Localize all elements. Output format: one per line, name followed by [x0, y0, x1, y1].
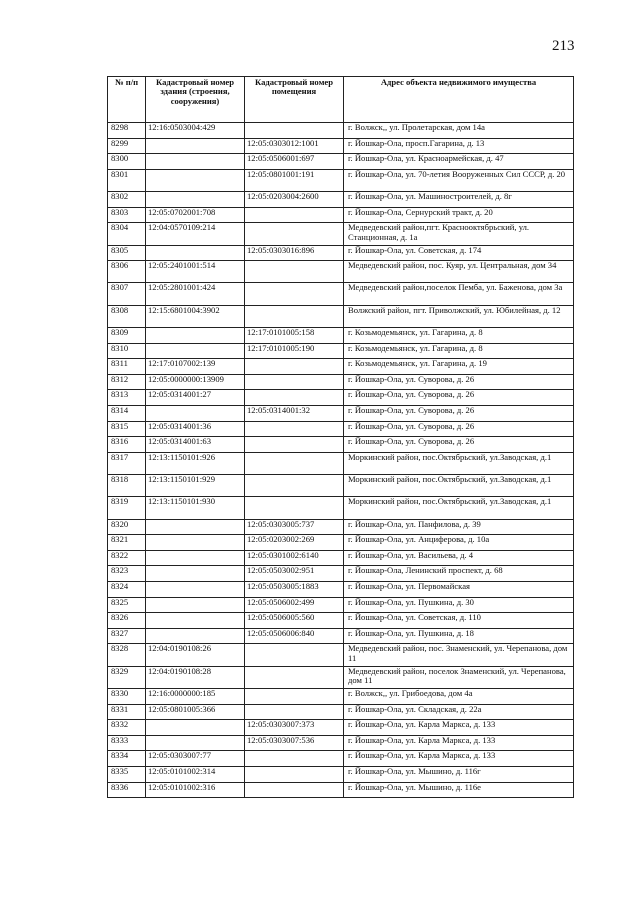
table-row — [108, 283, 574, 305]
row-number-cell: 8300 — [108, 154, 146, 170]
table-row — [108, 566, 574, 582]
table-row — [108, 689, 574, 705]
row-number-cell: 8324 — [108, 582, 146, 598]
building-cadastral-cell — [146, 550, 245, 566]
table-row — [108, 437, 574, 453]
building-cadastral-cell — [146, 720, 245, 736]
address-cell: Медведевский район,пгт. Краснооктябрьский, ул. Станционная, д. 1а — [344, 223, 574, 245]
building-cadastral-cell: 12:05:0303007:77 — [146, 751, 245, 767]
address-cell: г. Йошкар-Ола, ул. Складская, д. 22а — [344, 704, 574, 720]
premises-cadastral-cell — [245, 123, 344, 139]
premises-cadastral-cell — [245, 497, 344, 519]
row-number-cell: 8329 — [108, 666, 146, 688]
table-row — [108, 519, 574, 535]
address-cell: г. Йошкар-Ола, ул. Машиностроителей, д. 8г — [344, 192, 574, 208]
row-number-cell: 8321 — [108, 535, 146, 551]
row-number-cell: 8299 — [108, 138, 146, 154]
address-cell: г. Йошкар-Ола, Сернурский тракт, д. 20 — [344, 207, 574, 223]
table-row — [108, 192, 574, 208]
address-cell: г. Йошкар-Ола, ул. Анциферова, д. 10а — [344, 535, 574, 551]
building-cadastral-cell: 12:05:2401001:514 — [146, 261, 245, 283]
address-cell: г. Йошкар-Ола, ул. Мышино, д. 116г — [344, 767, 574, 783]
table-row — [108, 550, 574, 566]
table-row — [108, 720, 574, 736]
row-number-cell: 8315 — [108, 421, 146, 437]
building-cadastral-cell — [146, 343, 245, 359]
building-cadastral-cell — [146, 613, 245, 629]
table-row — [108, 452, 574, 474]
building-cadastral-cell — [146, 138, 245, 154]
header-building-cadastral: Кадастровый номер здания (строения, сооружения) — [146, 77, 245, 123]
premises-cadastral-cell: 12:05:0301002:6140 — [245, 550, 344, 566]
building-cadastral-cell: 12:13:1150101:926 — [146, 452, 245, 474]
address-cell: Моркинский район, пос.Октябрьский, ул.Заводская, д.1 — [344, 452, 574, 474]
premises-cadastral-cell: 12:17:0101005:158 — [245, 328, 344, 344]
row-number-cell: 8312 — [108, 374, 146, 390]
building-cadastral-cell: 12:15:6801004:3902 — [146, 305, 245, 327]
building-cadastral-cell: 12:13:1150101:929 — [146, 475, 245, 497]
building-cadastral-cell: 12:05:0000000:13909 — [146, 374, 245, 390]
premises-cadastral-cell: 12:05:0503002:951 — [245, 566, 344, 582]
address-cell: г. Йошкар-Ола, ул. Красноармейская, д. 47 — [344, 154, 574, 170]
address-cell: Медведевский район, пос. Знаменский, ул. Черепанова, дом 11 — [344, 644, 574, 666]
premises-cadastral-cell — [245, 283, 344, 305]
table-row — [108, 704, 574, 720]
premises-cadastral-cell: 12:05:0506006:840 — [245, 628, 344, 644]
address-cell: Медведевский район, поселок Знаменский, ул. Черепанова, дом 11 — [344, 666, 574, 688]
address-cell: г. Волжск,, ул. Пролетарская, дом 14а — [344, 123, 574, 139]
building-cadastral-cell — [146, 535, 245, 551]
row-number-cell: 8333 — [108, 735, 146, 751]
address-cell: Волжский район, пгт. Приволжский, ул. Юбилейная, д. 12 — [344, 305, 574, 327]
address-cell: г. Йошкар-Ола, ул. Суворова, д. 26 — [344, 374, 574, 390]
premises-cadastral-cell — [245, 437, 344, 453]
premises-cadastral-cell — [245, 207, 344, 223]
table-row — [108, 421, 574, 437]
address-cell: г. Йошкар-Ола, ул. Суворова, д. 26 — [344, 406, 574, 422]
premises-cadastral-cell: 12:05:0303012:1001 — [245, 138, 344, 154]
address-cell: г. Йошкар-Ола, ул. Советская, д. 174 — [344, 245, 574, 261]
row-number-cell: 8308 — [108, 305, 146, 327]
row-number-cell: 8311 — [108, 359, 146, 375]
table-row — [108, 751, 574, 767]
premises-cadastral-cell — [245, 421, 344, 437]
header-row — [108, 77, 574, 123]
row-number-cell: 8336 — [108, 782, 146, 798]
row-number-cell: 8301 — [108, 169, 146, 191]
row-number-cell: 8328 — [108, 644, 146, 666]
address-cell: г. Йошкар-Ола, ул. Первомайская — [344, 582, 574, 598]
table-row — [108, 374, 574, 390]
premises-cadastral-cell — [245, 767, 344, 783]
address-cell: г. Йошкар-Ола, ул. Карла Маркса, д. 133 — [344, 720, 574, 736]
table-row — [108, 154, 574, 170]
page-number: 213 — [552, 38, 575, 54]
row-number-cell: 8319 — [108, 497, 146, 519]
table-row — [108, 223, 574, 245]
building-cadastral-cell — [146, 519, 245, 535]
premises-cadastral-cell — [245, 390, 344, 406]
address-cell: г. Волжск,, ул. Грибоедова, дом 4а — [344, 689, 574, 705]
row-number-cell: 8326 — [108, 613, 146, 629]
premises-cadastral-cell: 12:05:0303007:373 — [245, 720, 344, 736]
table-row — [108, 497, 574, 519]
address-cell: г. Йошкар-Ола, ул. Пушкина, д. 18 — [344, 628, 574, 644]
row-number-cell: 8317 — [108, 452, 146, 474]
building-cadastral-cell: 12:16:0503004:429 — [146, 123, 245, 139]
premises-cadastral-cell — [245, 261, 344, 283]
row-number-cell: 8325 — [108, 597, 146, 613]
premises-cadastral-cell — [245, 223, 344, 245]
property-registry-table — [107, 76, 574, 798]
table-row — [108, 666, 574, 688]
address-cell: г. Йошкар-Ола, ул. Мышино, д. 116е — [344, 782, 574, 798]
table-row — [108, 767, 574, 783]
building-cadastral-cell: 12:05:0314001:27 — [146, 390, 245, 406]
header-premises-cadastral: Кадастровый номер помещения — [245, 77, 344, 123]
address-cell: г. Йошкар-Ола, Ленинский проспект, д. 68 — [344, 566, 574, 582]
row-number-cell: 8310 — [108, 343, 146, 359]
building-cadastral-cell — [146, 628, 245, 644]
address-cell: г. Йошкар-Ола, ул. 70-летия Вооруженных Сил СССР, д. 20 — [344, 169, 574, 191]
address-cell: г. Йошкар-Ола, ул. Карла Маркса, д. 133 — [344, 735, 574, 751]
building-cadastral-cell — [146, 582, 245, 598]
row-number-cell: 8322 — [108, 550, 146, 566]
premises-cadastral-cell: 12:17:0101005:190 — [245, 343, 344, 359]
row-number-cell: 8323 — [108, 566, 146, 582]
address-cell: г. Йошкар-Ола, ул. Пушкина, д. 30 — [344, 597, 574, 613]
building-cadastral-cell: 12:05:0101002:314 — [146, 767, 245, 783]
building-cadastral-cell: 12:17:0107002:139 — [146, 359, 245, 375]
premises-cadastral-cell: 12:05:0506002:499 — [245, 597, 344, 613]
row-number-cell: 8314 — [108, 406, 146, 422]
row-number-cell: 8307 — [108, 283, 146, 305]
premises-cadastral-cell: 12:05:0303005:737 — [245, 519, 344, 535]
building-cadastral-cell: 12:05:0801005:366 — [146, 704, 245, 720]
table-row — [108, 343, 574, 359]
table-row — [108, 535, 574, 551]
building-cadastral-cell — [146, 597, 245, 613]
table-row — [108, 406, 574, 422]
premises-cadastral-cell — [245, 374, 344, 390]
table-row — [108, 628, 574, 644]
address-cell: г. Козьмодемьянск, ул. Гагарина, д. 19 — [344, 359, 574, 375]
row-number-cell: 8318 — [108, 475, 146, 497]
building-cadastral-cell: 12:05:0314001:36 — [146, 421, 245, 437]
table-row — [108, 475, 574, 497]
row-number-cell: 8334 — [108, 751, 146, 767]
table-body — [108, 123, 574, 798]
building-cadastral-cell — [146, 328, 245, 344]
building-cadastral-cell — [146, 154, 245, 170]
premises-cadastral-cell — [245, 666, 344, 688]
premises-cadastral-cell: 12:05:0203002:269 — [245, 535, 344, 551]
table-row — [108, 123, 574, 139]
table-row — [108, 359, 574, 375]
table-row — [108, 138, 574, 154]
building-cadastral-cell — [146, 169, 245, 191]
premises-cadastral-cell: 12:05:0801001:191 — [245, 169, 344, 191]
table-row — [108, 390, 574, 406]
premises-cadastral-cell — [245, 689, 344, 705]
table-row — [108, 245, 574, 261]
premises-cadastral-cell — [245, 452, 344, 474]
address-cell: г. Козьмодемьянск, ул. Гагарина, д. 8 — [344, 328, 574, 344]
premises-cadastral-cell: 12:05:0203004:2600 — [245, 192, 344, 208]
building-cadastral-cell — [146, 566, 245, 582]
premises-cadastral-cell — [245, 644, 344, 666]
building-cadastral-cell: 12:05:0314001:63 — [146, 437, 245, 453]
row-number-cell: 8332 — [108, 720, 146, 736]
building-cadastral-cell: 12:05:0702001:708 — [146, 207, 245, 223]
premises-cadastral-cell: 12:05:0506001:697 — [245, 154, 344, 170]
address-cell: г. Йошкар-Ола, ул. Панфилова, д. 39 — [344, 519, 574, 535]
premises-cadastral-cell — [245, 751, 344, 767]
building-cadastral-cell: 12:13:1150101:930 — [146, 497, 245, 519]
row-number-cell: 8316 — [108, 437, 146, 453]
table-header — [108, 77, 574, 123]
row-number-cell: 8298 — [108, 123, 146, 139]
row-number-cell: 8304 — [108, 223, 146, 245]
premises-cadastral-cell: 12:05:0506005:560 — [245, 613, 344, 629]
row-number-cell: 8302 — [108, 192, 146, 208]
premises-cadastral-cell: 12:05:0303016:896 — [245, 245, 344, 261]
row-number-cell: 8335 — [108, 767, 146, 783]
premises-cadastral-cell — [245, 782, 344, 798]
table-row — [108, 735, 574, 751]
building-cadastral-cell: 12:04:0190108:28 — [146, 666, 245, 688]
address-cell: г. Йошкар-Ола, ул. Суворова, д. 26 — [344, 421, 574, 437]
address-cell: г. Йошкар-Ола, ул. Васильева, д. 4 — [344, 550, 574, 566]
premises-cadastral-cell: 12:05:0503005:1883 — [245, 582, 344, 598]
address-cell: Медведевский район,поселок Пемба, ул. Баженова, дом 3а — [344, 283, 574, 305]
address-cell: Моркинский район, пос.Октябрьский, ул.Заводская, д.1 — [344, 475, 574, 497]
row-number-cell: 8327 — [108, 628, 146, 644]
building-cadastral-cell — [146, 245, 245, 261]
premises-cadastral-cell — [245, 704, 344, 720]
table-row — [108, 328, 574, 344]
address-cell: г. Йошкар-Ола, ул. Карла Маркса, д. 133 — [344, 751, 574, 767]
header-row-number: № п/п — [108, 77, 146, 123]
row-number-cell: 8320 — [108, 519, 146, 535]
table-row — [108, 597, 574, 613]
address-cell: г. Йошкар-Ола, ул. Суворова, д. 26 — [344, 437, 574, 453]
building-cadastral-cell: 12:16:0000000:185 — [146, 689, 245, 705]
table-row — [108, 207, 574, 223]
premises-cadastral-cell — [245, 475, 344, 497]
building-cadastral-cell — [146, 192, 245, 208]
address-cell: г. Йошкар-Ола, просп.Гагарина, д. 13 — [344, 138, 574, 154]
row-number-cell: 8313 — [108, 390, 146, 406]
row-number-cell: 8331 — [108, 704, 146, 720]
row-number-cell: 8305 — [108, 245, 146, 261]
row-number-cell: 8330 — [108, 689, 146, 705]
building-cadastral-cell: 12:05:2801001:424 — [146, 283, 245, 305]
table-row — [108, 169, 574, 191]
premises-cadastral-cell — [245, 359, 344, 375]
building-cadastral-cell: 12:05:0101002:316 — [146, 782, 245, 798]
building-cadastral-cell: 12:04:0570109:214 — [146, 223, 245, 245]
row-number-cell: 8306 — [108, 261, 146, 283]
table-row — [108, 782, 574, 798]
table-row — [108, 613, 574, 629]
premises-cadastral-cell: 12:05:0303007:536 — [245, 735, 344, 751]
address-cell: г. Йошкар-Ола, ул. Суворова, д. 26 — [344, 390, 574, 406]
premises-cadastral-cell: 12:05:0314001:32 — [245, 406, 344, 422]
row-number-cell: 8303 — [108, 207, 146, 223]
table-row — [108, 582, 574, 598]
premises-cadastral-cell — [245, 305, 344, 327]
table-row — [108, 305, 574, 327]
address-cell: Моркинский район, пос.Октябрьский, ул.Заводская, д.1 — [344, 497, 574, 519]
building-cadastral-cell: 12:04:0190108:26 — [146, 644, 245, 666]
address-cell: Медведевский район, пос. Куяр, ул. Центральная, дом 34 — [344, 261, 574, 283]
building-cadastral-cell — [146, 406, 245, 422]
building-cadastral-cell — [146, 735, 245, 751]
table-row — [108, 261, 574, 283]
address-cell: г. Козьмодемьянск, ул. Гагарина, д. 8 — [344, 343, 574, 359]
address-cell: г. Йошкар-Ола, ул. Советская, д. 110 — [344, 613, 574, 629]
row-number-cell: 8309 — [108, 328, 146, 344]
header-address: Адрес объекта недвижимого имущества — [344, 77, 574, 123]
table-row — [108, 644, 574, 666]
